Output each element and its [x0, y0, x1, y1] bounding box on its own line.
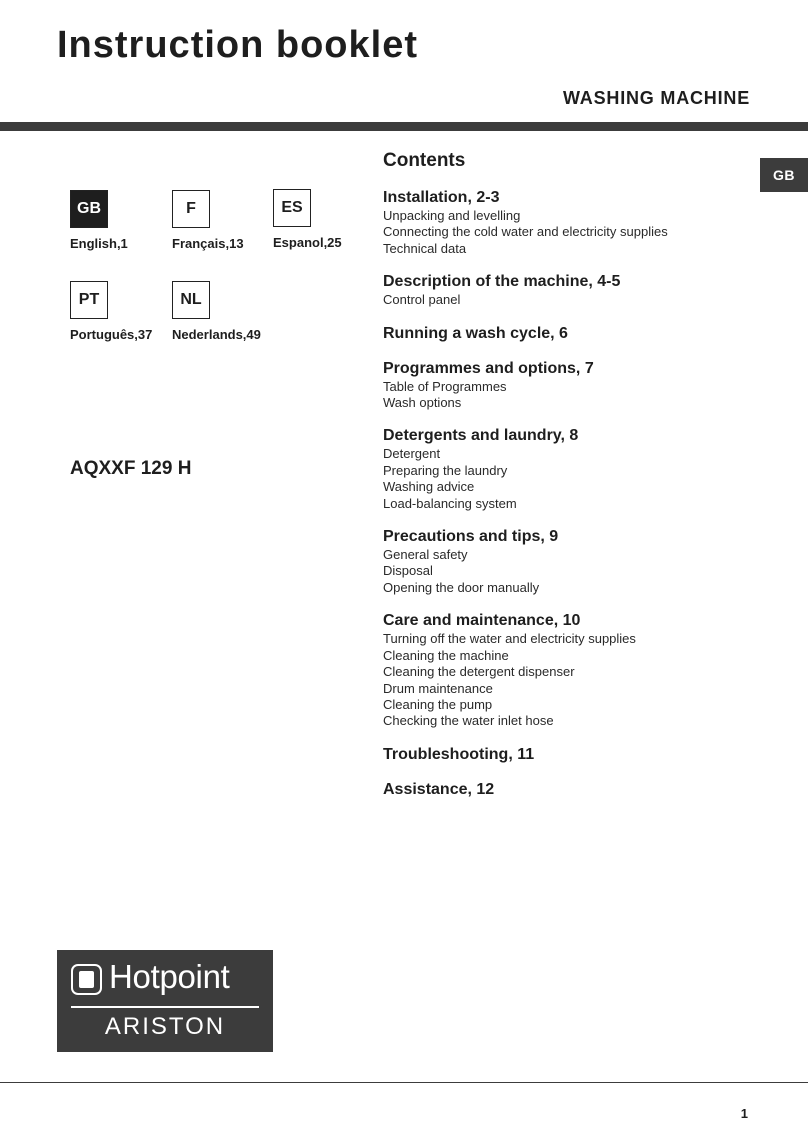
toc-item: Cleaning the machine — [383, 647, 509, 663]
language-code-box: GB — [70, 190, 108, 228]
toc-item: Disposal — [383, 563, 433, 579]
toc-section — [383, 745, 713, 765]
page-title: Instruction booklet — [57, 24, 418, 66]
language-name: Português,37 — [70, 327, 153, 342]
toc-item: General safety — [383, 547, 468, 563]
toc-item: Technical data — [383, 240, 467, 256]
page-number: 1 — [740, 1106, 748, 1121]
toc-item: Table of Programmes — [383, 378, 507, 394]
toc-section — [383, 527, 713, 596]
toc-item: Cleaning the pump — [383, 696, 493, 712]
toc-item: Cleaning the detergent dispenser — [383, 664, 575, 680]
toc-section — [383, 359, 713, 412]
toc-section-title: Troubleshooting, 11 — [383, 745, 535, 763]
language-code-box: PT — [70, 281, 108, 319]
logo-brand-text: Hotpoint — [109, 958, 230, 995]
footer-divider — [0, 1082, 808, 1083]
toc-section — [383, 780, 713, 800]
product-type: WASHING MACHINE — [563, 88, 750, 108]
logo-sub-text: ARISTON — [104, 1013, 226, 1040]
model-number: AQXXF 129 H — [70, 458, 192, 479]
language-name: Espanol,25 — [273, 235, 342, 250]
language-pt — [70, 281, 152, 342]
language-code-box: F — [172, 190, 210, 228]
language-code-box: ES — [273, 189, 311, 227]
contents-heading: Contents — [383, 150, 466, 171]
language-side-tab: GB — [760, 158, 808, 192]
toc-item: Drum maintenance — [383, 680, 493, 696]
language-gb — [70, 190, 128, 251]
toc-section — [383, 426, 713, 512]
toc-item: Load-balancing system — [383, 495, 517, 511]
toc-section — [383, 324, 713, 344]
toc-item: Detergent — [383, 446, 441, 462]
toc-section-title: Detergents and laundry, 8 — [383, 427, 579, 445]
toc-section-title: Precautions and tips, 9 — [383, 528, 559, 546]
toc-item: Turning off the water and electricity supplies — [383, 631, 636, 647]
toc-section-title: Installation, 2-3 — [383, 189, 500, 206]
toc-section — [383, 611, 713, 729]
language-name: Français,13 — [172, 236, 244, 251]
toc-item: Wash options — [383, 395, 462, 411]
toc-item: Control panel — [383, 292, 461, 308]
toc-item: Unpacking and levelling — [383, 208, 521, 223]
header-divider — [0, 122, 808, 131]
language-name: Nederlands,49 — [172, 327, 261, 342]
toc-section — [383, 272, 713, 308]
toc-item: Preparing the laundry — [383, 462, 508, 478]
language-f — [172, 190, 244, 251]
toc-section-title: Assistance, 12 — [383, 780, 495, 798]
logo-square-icon — [71, 964, 102, 995]
language-name: English,1 — [70, 236, 128, 251]
toc-section-title: Running a wash cycle, 6 — [383, 324, 568, 342]
toc-section — [383, 188, 713, 257]
toc-item: Connecting the cold water and electricity supplies — [383, 224, 668, 240]
table-of-contents — [383, 150, 713, 815]
logo-divider — [71, 1006, 259, 1008]
toc-sections — [383, 188, 713, 800]
toc-item: Checking the water inlet hose — [383, 713, 554, 729]
language-nl — [172, 281, 261, 342]
brand-logo — [57, 950, 273, 1052]
toc-item: Washing advice — [383, 479, 475, 495]
toc-section-title: Programmes and options, 7 — [383, 359, 594, 377]
toc-item: Opening the door manually — [383, 579, 540, 595]
language-es — [273, 189, 342, 250]
toc-section-title: Description of the machine, 4-5 — [383, 273, 621, 291]
language-code-box: NL — [172, 281, 210, 319]
toc-section-title: Care and maintenance, 10 — [383, 612, 581, 630]
